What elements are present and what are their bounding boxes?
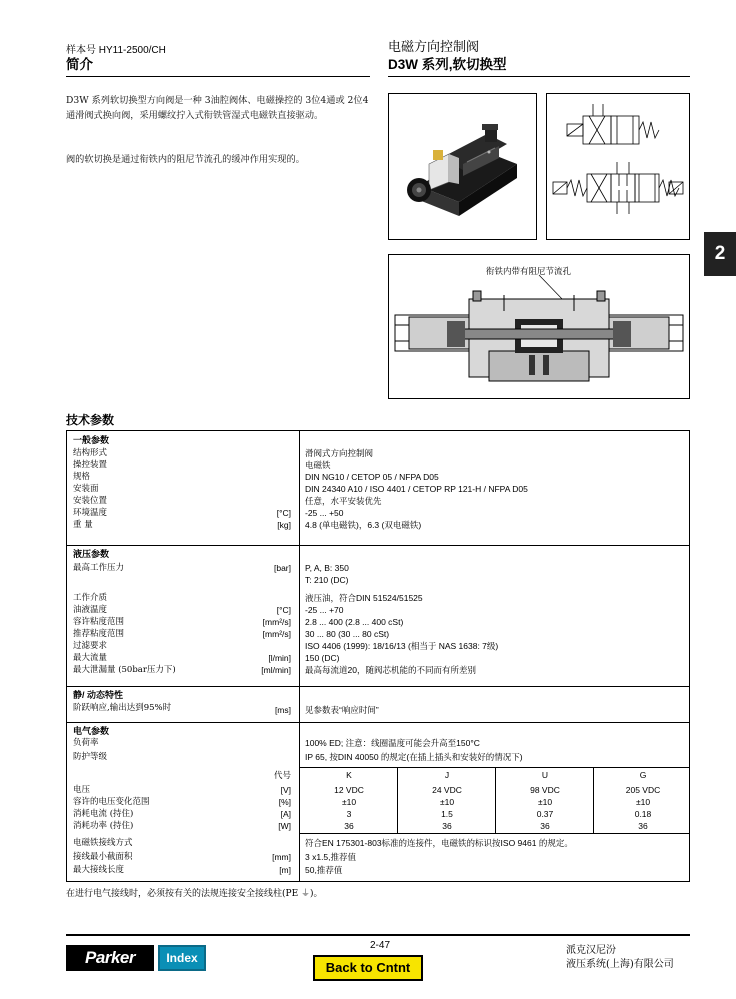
spec-value: -25 ... +70 (305, 605, 344, 615)
spec-label: 电压 (73, 785, 91, 795)
matrix-cell: ±10 (537, 797, 553, 807)
code-label: 代号 (273, 770, 291, 780)
hydraulic-symbol-diagram (547, 94, 689, 239)
spec-unit: [mm²/s] (262, 617, 291, 627)
product-title: 电磁方向控制阀 (388, 39, 480, 54)
spec-label: 结构形式 (73, 448, 108, 458)
matrix-cell: 12 VDC (334, 785, 364, 795)
spec-value: 最高每流道20，随阀芯机能的不同而有所差别 (305, 665, 476, 675)
spec-label: 工作介质 (73, 593, 108, 603)
spec-label: 油液温度 (73, 605, 108, 615)
spec-value: 2.8 ... 400 (2.8 ... 400 cSt) (305, 617, 404, 627)
general-heading: 一般参数 (73, 435, 110, 445)
spec-label: 防护等级 (73, 752, 108, 762)
footnote: 在进行电气接线时，必须按有关的法规连接安全接线柱(PE ⏚)。 (66, 889, 323, 899)
matrix-cell: 3 (346, 809, 352, 819)
spec-label: 阶跃响应,输出达到95%时 (73, 703, 172, 713)
spec-unit: [W] (278, 821, 291, 831)
valve-photo (388, 93, 537, 240)
spec-label: 接线最小截面积 (73, 852, 133, 862)
spec-label: 规格 (73, 472, 91, 482)
spec-value: 符合EN 175301-803标准的连接件，电磁铁的标识按ISO 9461 的规定。 (305, 838, 573, 848)
dynamic-heading: 静/ 动态特性 (73, 690, 124, 700)
catalog-number: 样本号 HY11-2500/CH (66, 45, 166, 56)
spec-label: 操控装置 (73, 460, 108, 470)
valve-photo-illustration (389, 94, 536, 239)
matrix-cell: ±10 (341, 797, 357, 807)
matrix-cell: 36 (344, 821, 354, 831)
spec-unit: [ml/min] (261, 665, 291, 675)
tech-spec-title: 技术参数 (66, 413, 115, 427)
spec-value: T: 210 (DC) (305, 575, 349, 585)
spec-label: 最大流量 (73, 653, 108, 663)
spec-value: 滑阀式方向控制阀 (305, 448, 374, 458)
matrix-cell: 0.37 (536, 809, 554, 819)
intro-paragraph-2: 阀的软切换是通过衔铁内的阻尼节流孔的缓冲作用实现的。 (66, 154, 305, 165)
spec-label: 负荷率 (73, 738, 99, 748)
section-callout-label: 衔铁内带有阻尼节流孔 (486, 267, 572, 277)
code-cell: G (639, 770, 647, 780)
spec-unit: [V] (280, 785, 291, 795)
code-cell: U (541, 770, 549, 780)
spec-value: 150 (DC) (305, 653, 340, 663)
spec-label: 最大接线长度 (73, 865, 125, 875)
spec-label: 消耗电流 (持住) (73, 809, 134, 819)
spec-unit: [bar] (273, 563, 291, 573)
matrix-cell: 36 (442, 821, 452, 831)
matrix-cell: 98 VDC (530, 785, 560, 795)
header-rule-left (66, 76, 370, 77)
spec-value: -25 ... +50 (305, 508, 344, 518)
spec-label: 电磁铁接线方式 (73, 838, 133, 848)
chapter-tab: 2 (704, 232, 736, 276)
spec-unit: [l/min] (268, 653, 291, 663)
spec-value: 3 x1.5,推荐值 (305, 852, 357, 862)
page-number: 2-47 (369, 940, 390, 951)
spec-value: 50,推荐值 (305, 865, 343, 875)
spec-value: 100% ED; 注意：线圈温度可能会升高至150°C (305, 738, 480, 748)
matrix-cell: 1.5 (441, 809, 453, 819)
row-divider (67, 722, 689, 723)
spec-unit: [ms] (274, 705, 291, 715)
spec-label: 最高工作压力 (73, 563, 125, 573)
spec-label: 容许粘度范围 (73, 617, 125, 627)
matrix-cell: ±10 (635, 797, 651, 807)
spec-value: 液压油，符合DIN 51524/51525 (305, 593, 423, 603)
spec-label: 重 量 (73, 520, 93, 530)
code-cell: J (444, 770, 450, 780)
spec-value: 4.8 (单电磁铁)，6.3 (双电磁铁) (305, 520, 422, 530)
spec-unit: [mm] (272, 852, 291, 862)
code-cell: K (346, 770, 352, 780)
intro-paragraph-1: D3W 系列软切换型方向阀是一种 3油腔阀体、电磁操控的 3位4通或 2位4通滑阀式换向阀，采用螺纹拧入式衔铁管湿式电磁铁直接驱动。 (66, 95, 369, 121)
row-divider (67, 686, 689, 687)
electrical-heading: 电气参数 (73, 726, 110, 736)
header-rule-right (388, 76, 690, 77)
spec-unit: [mm²/s] (262, 629, 291, 639)
spec-label: 容许的电压变化范围 (73, 797, 150, 807)
spec-value: DIN NG10 / CETOP 05 / NFPA D05 (305, 472, 439, 482)
elec-grid-bottom (299, 833, 690, 834)
spec-value: P, A, B: 350 (305, 563, 349, 573)
spec-unit: [%] (278, 797, 291, 807)
spec-unit: [°C] (276, 508, 291, 518)
spec-value: ISO 4406 (1999): 18/16/13 (相当于 NAS 1638: 7级) (305, 641, 499, 651)
spec-value: 见参数表“响应时间” (305, 705, 379, 715)
matrix-cell: 205 VDC (625, 785, 661, 795)
spec-label: 安装位置 (73, 496, 108, 506)
tech-spec-table (66, 430, 690, 882)
hydraulic-symbols (546, 93, 690, 240)
hydraulic-heading: 液压参数 (73, 549, 110, 559)
matrix-cell: ±10 (439, 797, 455, 807)
spec-label: 推荐粘度范围 (73, 629, 125, 639)
matrix-cell: 36 (540, 821, 550, 831)
valve-section-drawing (388, 254, 690, 399)
spec-unit: [kg] (277, 520, 291, 530)
parker-logo[interactable]: Parker (66, 945, 154, 971)
spec-unit: [°C] (276, 605, 291, 615)
spec-value: DIN 24340 A10 / ISO 4401 / CETOP RP 121-H / NFPA D05 (305, 484, 528, 494)
section-title: 简介 (66, 57, 93, 72)
product-series: D3W 系列,软切换型 (388, 57, 507, 72)
matrix-cell: 36 (638, 821, 648, 831)
spec-label: 消耗功率 (持住) (73, 821, 134, 831)
spec-unit: [A] (280, 809, 291, 819)
spec-value: 电磁铁 (305, 460, 331, 470)
footer-rule (66, 934, 690, 936)
spec-value: IP 65, 按DIN 40050 的规定(在插上插头和安装好的情况下) (305, 752, 523, 762)
row-divider (67, 545, 689, 546)
spec-value: 任意，水平安装优先 (305, 496, 382, 506)
company-division: 液压系统(上海)有限公司 (566, 959, 674, 970)
spec-unit: [m] (279, 865, 291, 875)
matrix-cell: 0.18 (634, 809, 652, 819)
spec-label: 安装面 (73, 484, 99, 494)
spec-label: 过滤要求 (73, 641, 108, 651)
spec-value: 30 ... 80 (30 ... 80 cSt) (305, 629, 390, 639)
matrix-cell: 24 VDC (432, 785, 462, 795)
spec-label: 最大泄漏量 (50bar压力下) (73, 665, 176, 675)
index-button[interactable]: Index (158, 945, 206, 971)
spec-label: 环境温度 (73, 508, 108, 518)
back-to-content-button[interactable]: Back to Cntnt (313, 955, 423, 981)
company-name: 派克汉尼汾 (566, 945, 616, 956)
